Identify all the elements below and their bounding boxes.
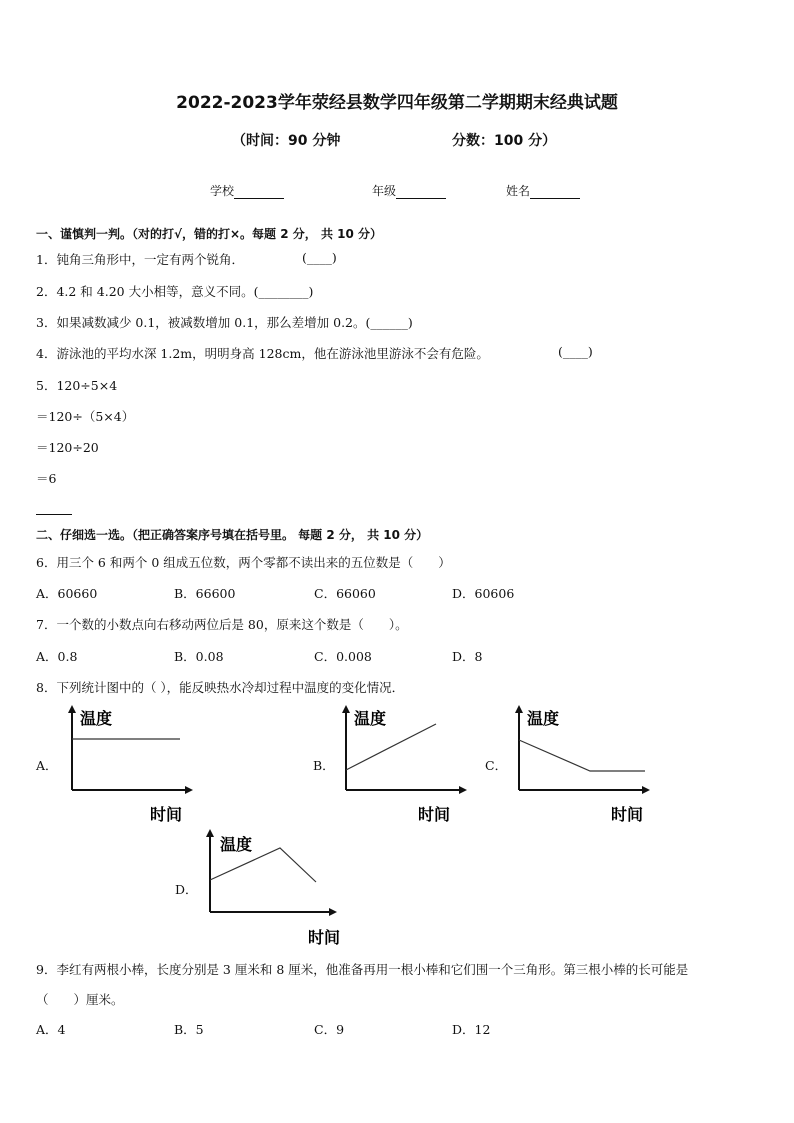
question-5-answer-line (36, 514, 72, 515)
name-label: 姓名 (506, 184, 531, 198)
question-3: 3．如果减数减少 0.1，被减数增加 0.1，那么差增加 0.2。(______) (36, 315, 413, 330)
page-title: 2022-2023学年荥经县数学四年级第二学期期末经典试题 (176, 93, 618, 113)
school-field (210, 182, 284, 199)
question-5-line: 5．120÷5×4 (36, 378, 118, 393)
question-1-blank: (____) (302, 250, 337, 265)
question-4: 4．游泳池的平均水深 1.2m，明明身高 128cm，他在游泳池里游泳不会有危险。 (36, 346, 489, 361)
school-label: 学校 (210, 184, 235, 198)
graph-b-line (346, 724, 436, 770)
question-8-option-d[interactable]: D． (175, 882, 198, 897)
question-2: 2．4.2 和 4.20 大小相等，意义不同。(________) (36, 284, 314, 299)
question-6-option-d[interactable]: D．60606 (452, 586, 515, 601)
section1-heading: 一、谨慎判一判。（对的打√，错的打×。每题 2 分， 共 10 分） (36, 227, 382, 241)
question-6-option-a[interactable]: A．60660 (36, 586, 98, 601)
question-9-continued: （ ）厘米。 (36, 992, 124, 1007)
question-4-blank: (____) (558, 344, 593, 359)
grade-label: 年级 (372, 184, 397, 198)
question-5-line: ＝120÷20 (36, 440, 99, 455)
question-7-option-a[interactable]: A．0.8 (36, 649, 78, 664)
graph-c (503, 702, 653, 826)
exam-time: （时间：90 分钟 (232, 133, 341, 149)
graph-c-y-label: 温度 (527, 709, 560, 728)
graph-d-x-label: 时间 (308, 928, 341, 947)
graph-d-y-label: 温度 (220, 835, 253, 854)
question-9: 9．李红有两根小棒，长度分别是 3 厘米和 8 厘米，他准备再用一根小棒和它们围一个三角形。第三根小棒的长可能是 (36, 962, 689, 977)
graph-d (194, 826, 344, 950)
question-7-option-d[interactable]: D．8 (452, 649, 483, 664)
graph-a-x-label: 时间 (150, 805, 183, 824)
question-7-option-b[interactable]: B．0.08 (174, 649, 224, 664)
question-7-option-c[interactable]: C．0.008 (314, 649, 372, 664)
question-6: 6．用三个 6 和两个 0 组成五位数，两个零都不读出来的五位数是（ ） (36, 555, 451, 570)
question-8-option-a[interactable]: A． (36, 758, 58, 773)
name-field (506, 182, 580, 199)
question-8-option-c[interactable]: C． (485, 758, 508, 773)
section2-heading: 二、仔细选一选。（把正确答案序号填在括号里。 每题 2 分， 共 10 分） (36, 528, 429, 542)
name-blank[interactable] (530, 186, 580, 199)
question-8-option-b[interactable]: B． (313, 758, 335, 773)
graph-b-y-label: 温度 (354, 709, 387, 728)
graph-b-x-label: 时间 (418, 805, 451, 824)
question-6-option-b[interactable]: B．66600 (174, 586, 236, 601)
grade-blank[interactable] (396, 186, 446, 199)
question-9-option-c[interactable]: C．9 (314, 1022, 345, 1037)
question-9-option-a[interactable]: A．4 (36, 1022, 66, 1037)
graph-c-x-label: 时间 (611, 805, 644, 824)
question-9-option-b[interactable]: B．5 (174, 1022, 204, 1037)
school-blank[interactable] (234, 186, 284, 199)
question-8: 8．下列统计图中的（ ），能反映热水冷却过程中温度的变化情况． (36, 680, 405, 695)
question-1: 1．钝角三角形中，一定有两个锐角． (36, 252, 244, 267)
question-9-option-d[interactable]: D．12 (452, 1022, 491, 1037)
graph-a-y-label: 温度 (80, 709, 113, 728)
grade-field (372, 182, 446, 199)
exam-score: 分数：100 分） (452, 133, 557, 149)
question-6-option-c[interactable]: C．66060 (314, 586, 376, 601)
question-5-line: ＝6 (36, 471, 57, 486)
question-5-line: ＝120÷（5×4） (36, 409, 135, 424)
graph-a (56, 702, 196, 826)
graph-c-line (519, 740, 645, 771)
question-7: 7．一个数的小数点向右移动两位后是 80，原来这个数是（ ）。 (36, 617, 408, 632)
graph-b (330, 702, 470, 826)
